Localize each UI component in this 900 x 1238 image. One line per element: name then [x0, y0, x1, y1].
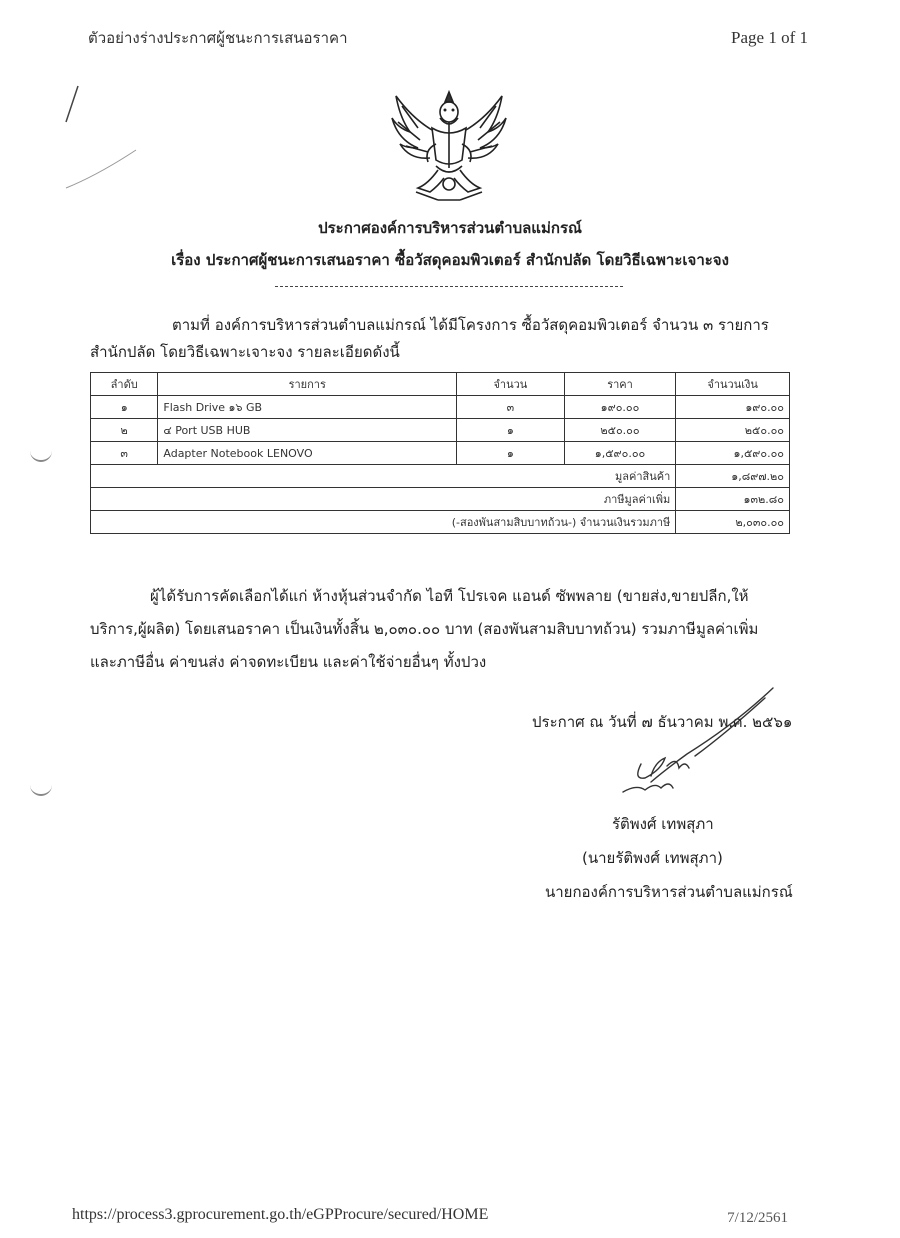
row-amount: ๒๕๐.๐๐	[676, 419, 790, 442]
row-amount: ๑,๕๙๐.๐๐	[676, 442, 790, 465]
header-amount: จำนวนเงิน	[676, 373, 790, 396]
row-item: ๔ Port USB HUB	[158, 419, 457, 442]
items-table	[90, 372, 790, 534]
document-draft-label: ตัวอย่างร่างประกาศผู้ชนะการเสนอราคา	[88, 29, 348, 47]
signer-full-name: (นายรัติพงศ์ เทพสุภา)	[582, 849, 723, 867]
header-qty: จำนวน	[457, 373, 565, 396]
punch-hole-mark	[30, 782, 52, 796]
subtotal-label: มูลค่าสินค้า	[91, 465, 676, 488]
row-item: Flash Drive ๑๖ GB	[158, 396, 457, 419]
announcement-title: ประกาศองค์การบริหารส่วนตำบลแม่กรณ์	[318, 219, 582, 237]
vat-label: ภาษีมูลค่าเพิ่ม	[91, 488, 676, 511]
total-value: ๒,๐๓๐.๐๐	[676, 511, 790, 534]
summary-row-vat	[91, 488, 790, 511]
garuda-emblem-icon	[388, 88, 510, 206]
footer-date: 7/12/2561	[727, 1210, 788, 1226]
announcement-subject: เรื่อง ประกาศผู้ชนะการเสนอราคา ซื้อวัสดุคอมพิวเตอร์ สำนักปลัด โดยวิธีเฉพาะเจาะจง	[171, 251, 729, 269]
vat-value: ๑๓๒.๘๐	[676, 488, 790, 511]
row-amount: ๑๙๐.๐๐	[676, 396, 790, 419]
signer-name: รัติพงศ์ เทพสุภา	[612, 815, 714, 833]
table-row	[91, 442, 790, 465]
table-row	[91, 419, 790, 442]
summary-row-total	[91, 511, 790, 534]
signer-position: นายกองค์การบริหารส่วนตำบลแม่กรณ์	[545, 883, 793, 901]
row-item: Adapter Notebook LENOVO	[158, 442, 457, 465]
winner-paragraph: ผู้ได้รับการคัดเลือกได้แก่ ห้างหุ้นส่วนจำกัด ไอที โปรเจค แอนด์ ซัพพลาย (ขายส่ง,ขายปลีก,ให้บริการ,ผู้ผลิต) โดยเสนอราคา เป็นเงินทั้งสิ้น ๒,๐๓๐.๐๐ บาท (สองพันสามสิบบาทถ้วน) รวมภาษีมูลค่าเพิ่มและภาษีอื่น ค่าขนส่ง ค่าจดทะเบียน และค่าใช้จ่ายอื่นๆ ทั้งปวง	[90, 587, 759, 671]
row-price: ๑,๕๙๐.๐๐	[564, 442, 676, 465]
subtotal-value: ๑,๘๙๗.๒๐	[676, 465, 790, 488]
row-price: ๑๙๐.๐๐	[564, 396, 676, 419]
intro-paragraph: ตามที่ องค์การบริหารส่วนตำบลแม่กรณ์ ได้มีโครงการ ซื้อวัสดุคอมพิวเตอร์ จำนวน ๓ รายการ สำนักปลัด โดยวิธีเฉพาะเจาะจง รายละเอียดดังนี้	[90, 316, 769, 361]
table-header-row	[91, 373, 790, 396]
announcement-date: ประกาศ ณ วันที่ ๗ ธันวาคม พ.ศ. ๒๕๖๑	[532, 713, 793, 731]
row-qty: ๑	[457, 419, 565, 442]
punch-hole-mark	[30, 448, 52, 462]
row-no: ๓	[91, 442, 158, 465]
summary-row-subtotal	[91, 465, 790, 488]
footer-url: https://process3.gprocurement.go.th/eGPProcure/secured/HOME	[72, 1206, 489, 1223]
row-no: ๒	[91, 419, 158, 442]
header-price: ราคา	[564, 373, 676, 396]
total-label: (-สองพันสามสิบบาทถ้วน-) จำนวนเงินรวมภาษี	[91, 511, 676, 534]
row-no: ๑	[91, 396, 158, 419]
page-number: Page 1 of 1	[731, 28, 808, 47]
pen-stroke-mark	[58, 80, 168, 190]
row-price: ๒๕๐.๐๐	[564, 419, 676, 442]
table-row	[91, 396, 790, 419]
row-qty: ๓	[457, 396, 565, 419]
handwritten-signature	[615, 684, 780, 796]
header-item: รายการ	[158, 373, 457, 396]
row-qty: ๑	[457, 442, 565, 465]
title-divider	[275, 286, 623, 287]
header-no: ลำดับ	[91, 373, 158, 396]
